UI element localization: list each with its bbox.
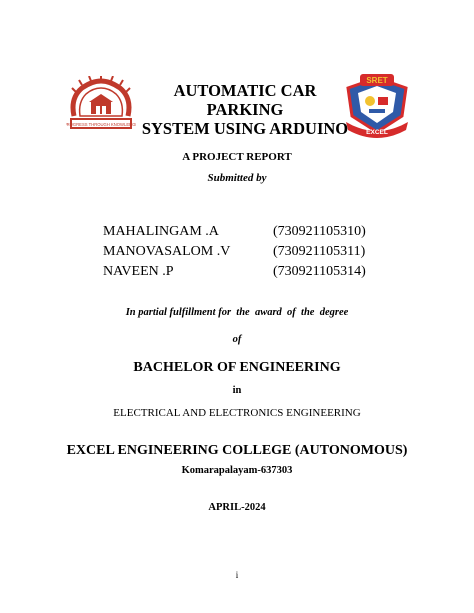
fulfillment-text: In partial fulfillment for the award of the degree — [125, 307, 349, 318]
university-emblem-icon — [66, 76, 136, 134]
degree-name: BACHELOR OF ENGINEERING — [133, 360, 341, 375]
student-name: MAHALINGAM .A — [103, 224, 219, 239]
student-name: NAVEEN .P — [103, 264, 174, 279]
student-roll: (730921105314) — [273, 264, 366, 279]
college-name: EXCEL ENGINEERING COLLEGE (AUTONOMOUS) — [66, 443, 408, 458]
logo-banner-text: PROGRESS THROUGH KNOWLEDGE — [66, 121, 136, 127]
college-emblem-icon — [340, 74, 414, 138]
student-row — [103, 224, 383, 244]
student-row — [103, 264, 383, 284]
submitted-by: Submitted by — [207, 172, 267, 184]
student-name: MANOVASALOM .V — [103, 244, 231, 259]
title-line-2: SYSTEM USING ARDUINO — [141, 119, 349, 138]
report-title — [140, 81, 350, 138]
of-text: of — [232, 334, 242, 345]
college-location: Komarapalayam-637303 — [181, 465, 293, 476]
report-date: APRIL-2024 — [208, 502, 266, 513]
student-row — [103, 244, 383, 264]
student-list — [103, 224, 383, 284]
title-line-1: AUTOMATIC CAR PARKING — [173, 81, 317, 119]
in-text: in — [232, 385, 242, 396]
student-roll: (730921105310) — [273, 224, 366, 239]
logo-top-text: SRET — [366, 76, 388, 85]
page-number: i — [235, 570, 239, 580]
branch-name: ELECTRICAL AND ELECTRONICS ENGINEERING — [113, 407, 361, 419]
student-roll: (730921105311) — [273, 244, 366, 259]
report-type: A PROJECT REPORT — [182, 151, 292, 163]
logo-bottom-text: EXCEL — [366, 129, 388, 136]
